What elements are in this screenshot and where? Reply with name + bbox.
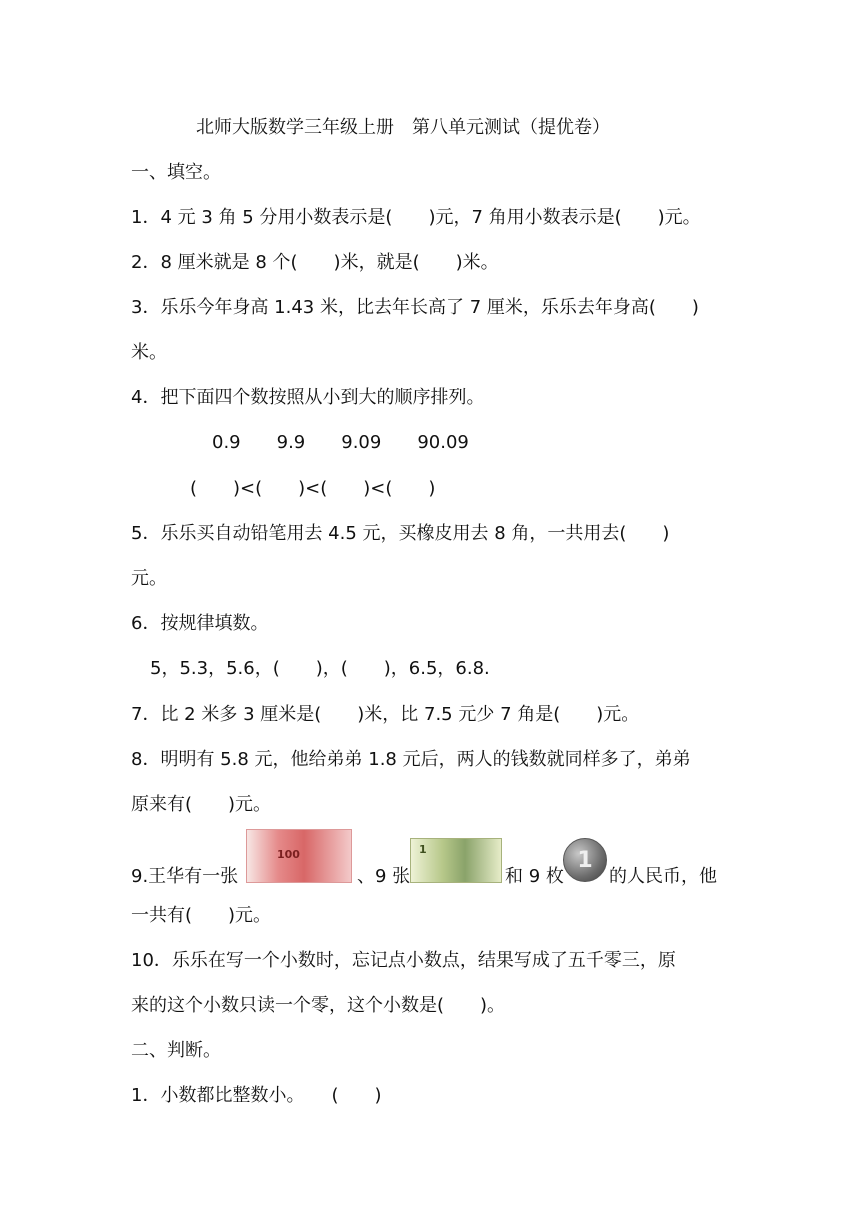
coin-denomination: 1 (577, 848, 593, 873)
question-5-line-2: 元。 (131, 568, 167, 589)
question-3-line-1: 3．乐乐今年身高 1.43 米，比去年长高了 7 厘米，乐乐去年身高( ) (131, 297, 699, 318)
question-2: 2．8 厘米就是 8 个( )米，就是( )米。 (131, 252, 499, 273)
question-9-line-2: 一共有( )元。 (131, 905, 272, 926)
section-heading-fill-in: 一、填空。 (131, 162, 221, 183)
question-5-line-1: 5．乐乐买自动铅笔用去 4.5 元，买橡皮用去 8 角，一共用去( ) (131, 523, 670, 544)
question-9-part-1: 9.王华有一张 (131, 866, 239, 887)
rmb-100-yuan-note-icon (246, 829, 352, 883)
question-4-numbers: 0.9 9.9 9.09 90.09 (212, 432, 469, 453)
question-10-line-2: 来的这个小数只读一个零，这个小数是( )。 (131, 995, 506, 1016)
question-8-line-1: 8．明明有 5.8 元，他给弟弟 1.8 元后，两人的钱数就同样多了，弟弟 (131, 749, 691, 770)
rmb-1-yuan-coin-icon (563, 838, 607, 882)
question-1: 1．4 元 3 角 5 分用小数表示是( )元，7 角用小数表示是( )元。 (131, 207, 701, 228)
question-3-line-2: 米。 (131, 342, 167, 363)
question-8-line-2: 原来有( )元。 (131, 794, 272, 815)
judgment-question-1: 1．小数都比整数小。 ( ) (131, 1085, 382, 1106)
question-4-blanks: ( )<( )<( )<( ) (190, 478, 436, 499)
question-7: 7．比 2 米多 3 厘米是( )米，比 7.5 元少 7 角是( )元。 (131, 704, 640, 725)
question-9-part-3: 和 9 枚 (505, 866, 564, 887)
question-6-sequence: 5，5.3，5.6，( )，( )，6.5，6.8. (150, 658, 490, 679)
question-4: 4．把下面四个数按照从小到大的顺序排列。 (131, 387, 485, 408)
question-10-line-1: 10．乐乐在写一个小数时，忘记点小数点，结果写成了五千零三，原 (131, 950, 676, 971)
question-6: 6．按规律填数。 (131, 613, 269, 634)
bill-1-denomination: 1 (419, 843, 427, 856)
question-9-part-4: 的人民币，他 (609, 866, 717, 887)
section-heading-true-false: 二、判断。 (131, 1040, 221, 1061)
page-title: 北师大版数学三年级上册 第八单元测试（提优卷） (196, 117, 610, 138)
bill-100-denomination: 100 (277, 848, 300, 861)
question-9-part-2: 、9 张 (357, 866, 411, 887)
rmb-1-yuan-note-icon (410, 838, 502, 883)
